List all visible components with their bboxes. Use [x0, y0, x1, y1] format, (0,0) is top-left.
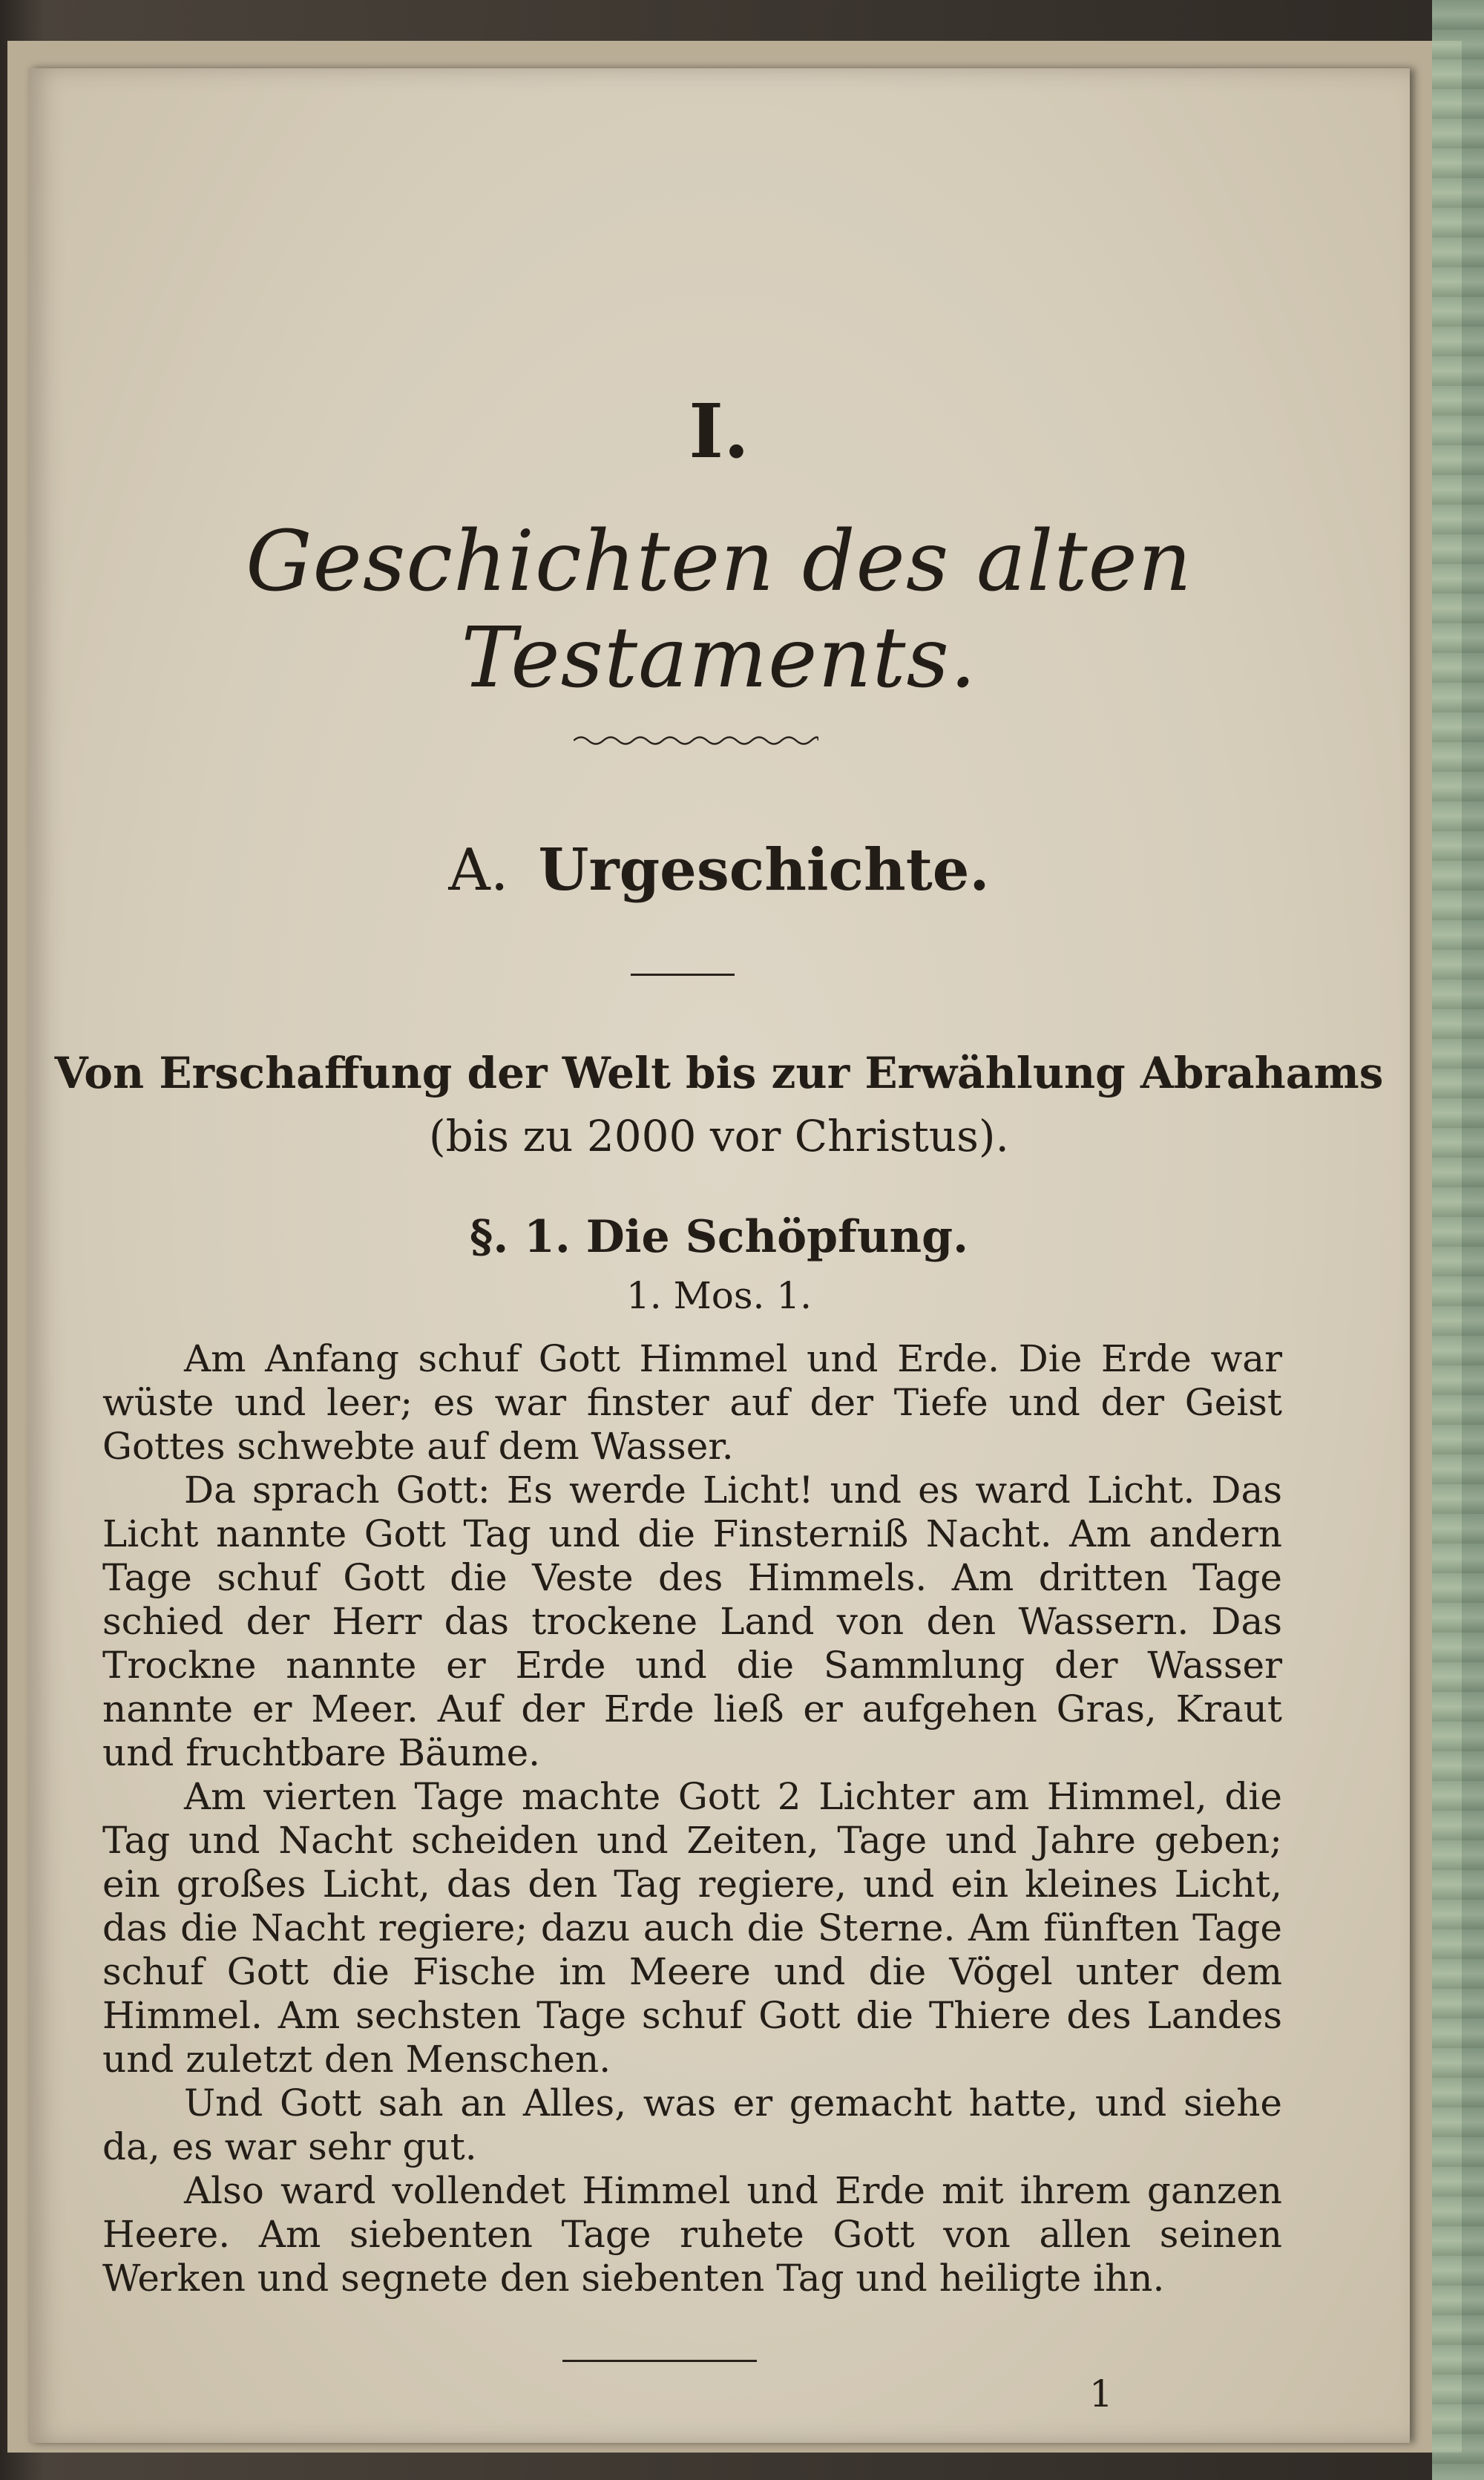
book-page [28, 68, 1410, 2443]
section-letter: A. [448, 837, 509, 904]
section-heading [28, 836, 1410, 904]
paragraph: Also ward vollendet Himmel und Erde mit ihrem ganzen Heere. Am siebenten Tage ruhete Gott von allen seinen Werken und segnete den siebenten Tag und heiligte ihn. [102, 2169, 1282, 2300]
paragraph: Am Anfang schuf Gott Himmel und Erde. Die Erde war wüste und leer; es war finster auf der Tiefe und der Geist Gottes schwebte auf dem Wasser. [102, 1337, 1282, 1468]
page-title: Geschichten des alten Testaments. [246, 514, 1192, 706]
divider-rule [631, 974, 735, 976]
subheading-line-1: Von Erschaffung der Welt bis zur Erwählung Abrahams [54, 1048, 1384, 1098]
footer-rule [562, 2360, 757, 2362]
ornamental-divider [574, 732, 818, 749]
page-number: 1 [1089, 2372, 1113, 2415]
paragraph: Am vierten Tage machte Gott 2 Lichter am Himmel, die Tag und Nacht scheiden und Zeiten, Tage und Jahre geben; ein großes Licht, das den Tag regiere, und ein kleines Licht, das die Nacht regiere; dazu auch die Sterne. Am fünften Tage schuf Gott die Fische im Meere und die Vögel unter dem Himmel. Am sechsten Tage schuf Gott die Thiere des Landes und zuletzt den Menschen. [102, 1775, 1282, 2081]
paragraph: Und Gott sah an Alles, was er gemacht hatte, und siehe da, es war sehr gut. [102, 2082, 1282, 2168]
part-number: I. [689, 387, 749, 475]
book-cover-edge [1432, 0, 1484, 2480]
body-text [102, 1337, 1282, 2300]
section-title: Urgeschichte. [538, 836, 990, 904]
subheading-line-2: (bis zu 2000 vor Christus). [428, 1111, 1009, 1161]
scripture-reference: 1. Mos. 1. [626, 1274, 812, 1317]
paragraph: Da sprach Gott: Es werde Licht! und es ward Licht. Das Licht nannte Gott Tag und die Finsterniß Nacht. Am andern Tage schuf Gott die Veste des Himmels. Am dritten Tage schied der Herr das trockene Land von den Wassern. Das Trockne nannte er Erde und die Sammlung der Wasser nannte er Meer. Auf der Erde ließ er aufgehen Gras, Kraut und fruchtbare Bäume. [102, 1469, 1282, 1774]
paragraph-heading: §. 1. Die Schöpfung. [470, 1211, 968, 1263]
